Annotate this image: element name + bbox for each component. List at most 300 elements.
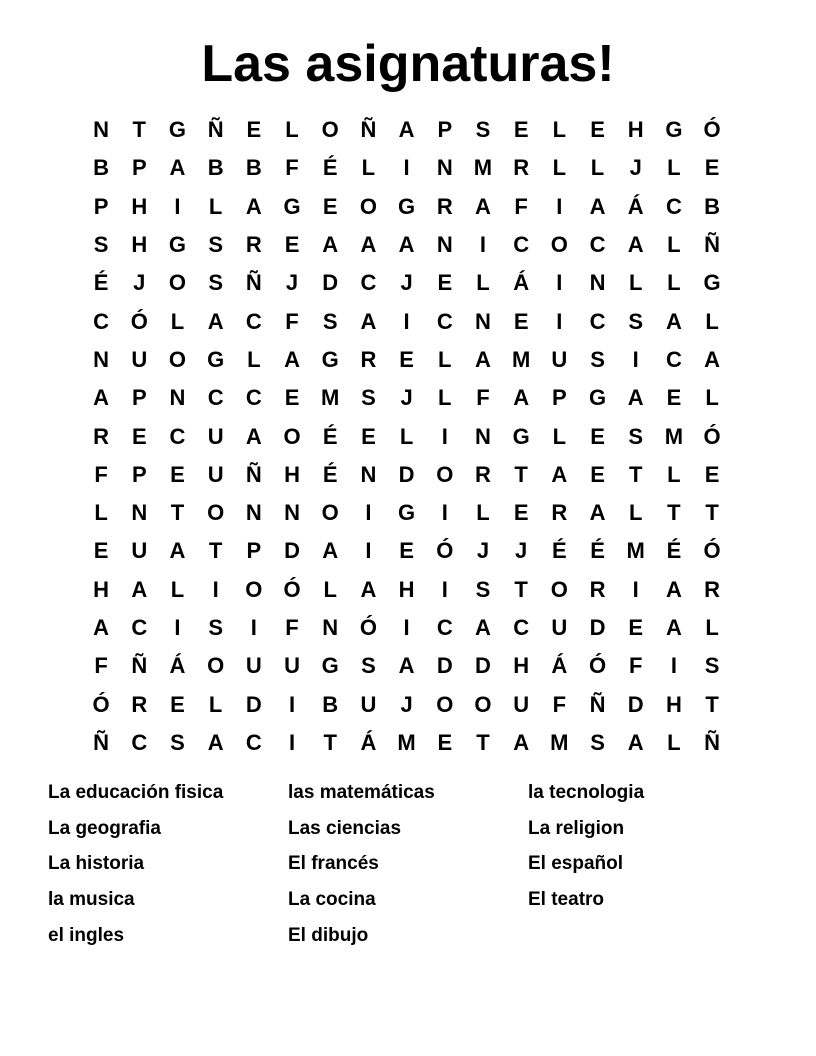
grid-letter: L xyxy=(552,423,567,449)
grid-row xyxy=(82,609,732,647)
grid-letter: R xyxy=(589,576,606,602)
grid-letter: L xyxy=(476,270,490,296)
grid-letter: E xyxy=(628,615,644,640)
grid-letter: O xyxy=(474,691,492,717)
grid-letter: I xyxy=(365,538,372,564)
grid-letter: T xyxy=(208,538,223,564)
grid-letter: P xyxy=(131,385,147,411)
grid-letter: A xyxy=(665,615,682,640)
grid-letter: R xyxy=(131,691,148,717)
grid-letter: E xyxy=(322,193,338,219)
grid-letter: I xyxy=(441,423,448,449)
grid-letter: S xyxy=(590,346,605,372)
grid-row xyxy=(82,456,732,494)
grid-letter: A xyxy=(627,232,644,258)
grid-letter: S xyxy=(475,117,491,143)
grid-letter: P xyxy=(246,538,262,564)
grid-letter: Á xyxy=(627,193,644,219)
grid-letter: A xyxy=(513,729,530,755)
grid-letter: S xyxy=(628,308,644,334)
grid-letter: L xyxy=(628,270,643,296)
grid-letter: U xyxy=(131,538,148,564)
grid-letter: A xyxy=(627,729,644,755)
grid-letter: O xyxy=(168,270,187,296)
grid-letter: A xyxy=(207,729,224,755)
grid-letter: G xyxy=(321,346,339,372)
grid-letter: J xyxy=(629,155,642,181)
grid-letter: N xyxy=(475,423,491,449)
grid-letter: I xyxy=(288,691,296,717)
word-item: la tecnologia xyxy=(528,782,645,803)
grid-letter: C xyxy=(436,308,453,334)
grid-letter: L xyxy=(590,155,605,181)
grid-letter: Ó xyxy=(283,576,301,602)
grid-letter: D xyxy=(436,653,453,679)
grid-letter: E xyxy=(284,232,300,258)
grid-letter: L xyxy=(399,423,414,449)
grid-letter: L xyxy=(628,500,643,526)
grid-letter: G xyxy=(168,117,187,143)
grid-letter: B xyxy=(93,155,110,181)
grid-letter: E xyxy=(666,385,682,411)
grid-letter: I xyxy=(670,653,677,679)
grid-letter: R xyxy=(513,155,530,181)
grid-letter: P xyxy=(552,385,567,411)
grid-letter: F xyxy=(285,155,299,181)
grid-letter: I xyxy=(632,576,639,602)
grid-letter: Ñ xyxy=(704,232,721,258)
word-item: La geografia xyxy=(48,817,161,839)
word-item: Las ciencias xyxy=(288,817,402,839)
grid-row xyxy=(82,379,732,417)
grid-letter: L xyxy=(170,576,185,602)
grid-letter: M xyxy=(473,155,493,181)
grid-letter: H xyxy=(284,461,300,487)
word-column xyxy=(48,777,288,955)
grid-letter: E xyxy=(131,423,147,449)
grid-letter: I xyxy=(556,270,563,296)
grid-letter: O xyxy=(436,691,454,717)
grid-letter: S xyxy=(208,615,223,640)
grid-letter: M xyxy=(664,423,684,449)
grid-letter: C xyxy=(436,615,453,640)
grid-letter: L xyxy=(552,155,567,181)
grid-letter: E xyxy=(704,461,720,487)
grid-letter: N xyxy=(436,155,453,181)
grid-letter: U xyxy=(207,461,224,487)
grid-letter: O xyxy=(550,576,568,602)
grid-letter: N xyxy=(360,461,377,487)
grid-letter: A xyxy=(475,615,491,640)
grid-letter: F xyxy=(285,615,299,640)
grid-row xyxy=(82,111,732,149)
word-item: las matemáticas xyxy=(288,782,435,803)
grid-letter: C xyxy=(513,615,530,640)
grid-letter: N xyxy=(284,500,300,526)
grid-letter: S xyxy=(361,385,376,411)
page-title: Las asignaturas! xyxy=(201,35,615,93)
grid-letter: M xyxy=(321,385,340,411)
grid-row xyxy=(82,226,732,264)
grid-letter: B xyxy=(704,193,721,219)
grid-letter: E xyxy=(437,270,453,296)
grid-letter: S xyxy=(628,423,644,449)
grid-letter: N xyxy=(475,308,491,334)
grid-letter: S xyxy=(590,729,605,755)
grid-row xyxy=(82,302,732,340)
grid-letter: N xyxy=(436,232,453,258)
grid-row xyxy=(82,264,732,302)
grid-row xyxy=(82,494,732,532)
grid-letter: I xyxy=(556,308,563,334)
grid-letter: L xyxy=(705,308,719,334)
grid-letter: J xyxy=(400,270,413,296)
word-item: El dibujo xyxy=(288,924,369,946)
grid-letter: E xyxy=(513,308,529,334)
grid-letter: U xyxy=(360,691,377,717)
grid-letter: O xyxy=(168,346,187,372)
grid-letter: B xyxy=(322,691,339,717)
grid-letter: I xyxy=(174,615,181,640)
grid-letter: L xyxy=(705,615,719,640)
grid-letter: Ñ xyxy=(245,270,262,296)
grid-letter: A xyxy=(589,500,606,526)
grid-letter: A xyxy=(284,346,300,372)
grid-letter: Ó xyxy=(436,538,454,564)
grid-letter: E xyxy=(399,346,414,372)
grid-letter: E xyxy=(170,461,185,487)
grid-letter: L xyxy=(476,500,490,526)
grid-letter: A xyxy=(551,461,568,487)
grid-letter: S xyxy=(208,232,223,258)
grid-letter: S xyxy=(93,232,109,258)
grid-letter: E xyxy=(399,538,414,564)
grid-letter: N xyxy=(93,117,110,143)
grid-letter: M xyxy=(626,538,645,564)
grid-letter: L xyxy=(667,232,681,258)
grid-letter: E xyxy=(284,385,300,411)
grid-letter: I xyxy=(365,500,372,526)
grid-letter: A xyxy=(704,346,721,372)
grid-letter: E xyxy=(590,461,605,487)
grid-letter: É xyxy=(322,461,338,487)
grid-letter: M xyxy=(397,729,416,755)
grid-letter: E xyxy=(170,691,185,717)
grid-letter: A xyxy=(398,653,415,679)
grid-letter: H xyxy=(627,117,644,143)
grid-letter: U xyxy=(551,346,568,372)
grid-letter: T xyxy=(705,691,719,717)
grid-letter: J xyxy=(515,538,528,564)
grid-letter: L xyxy=(285,117,299,143)
grid-letter: A xyxy=(398,232,415,258)
grid-letter: F xyxy=(514,193,528,219)
grid-letter: O xyxy=(550,232,568,258)
grid-letter: L xyxy=(170,308,185,334)
grid-letter: Ñ xyxy=(245,461,262,487)
grid-letter: L xyxy=(208,193,223,219)
grid-letter: T xyxy=(705,500,719,526)
grid-letter: T xyxy=(132,117,146,143)
grid-letter: E xyxy=(93,538,109,564)
grid-letter: É xyxy=(666,538,682,564)
grid-letter: H xyxy=(513,653,530,679)
grid-letter: Ó xyxy=(703,117,721,143)
grid-letter: Á xyxy=(513,270,530,296)
grid-letter: D xyxy=(398,461,415,487)
grid-letter: I xyxy=(441,576,448,602)
grid-letter: G xyxy=(512,423,530,449)
grid-letter: F xyxy=(94,653,108,679)
grid-letter: L xyxy=(667,155,681,181)
grid-letter: S xyxy=(322,308,338,334)
grid-letter: É xyxy=(322,155,338,181)
grid-letter: I xyxy=(403,155,410,181)
grid-row xyxy=(82,532,732,570)
grid-letter: F xyxy=(552,691,567,717)
grid-letter: T xyxy=(323,729,337,755)
grid-letter: E xyxy=(704,155,720,181)
grid-letter: O xyxy=(245,576,263,602)
grid-letter: F xyxy=(285,308,299,334)
grid-letter: L xyxy=(552,117,567,143)
grid-letter: S xyxy=(475,576,491,602)
grid-letter: R xyxy=(704,576,721,602)
grid-row xyxy=(82,571,732,609)
grid-letter: L xyxy=(667,729,681,755)
grid-letter: G xyxy=(207,346,225,372)
grid-letter: I xyxy=(250,615,257,640)
grid-letter: A xyxy=(169,155,186,181)
grid-row xyxy=(82,188,732,226)
word-column xyxy=(528,777,768,955)
grid-letter: O xyxy=(321,117,339,143)
grid-letter: F xyxy=(476,385,490,411)
grid-letter: Ñ xyxy=(589,691,606,717)
word-item: El español xyxy=(528,853,624,875)
grid-letter: A xyxy=(627,385,644,411)
grid-letter: C xyxy=(589,232,606,258)
grid-letter: J xyxy=(400,691,413,717)
grid-letter: M xyxy=(550,729,569,755)
grid-letter: S xyxy=(704,653,720,679)
grid-letter: P xyxy=(131,155,147,181)
grid-letter: R xyxy=(93,423,110,449)
grid-letter: É xyxy=(552,538,567,564)
grid-letter: A xyxy=(398,117,415,143)
grid-letter: C xyxy=(245,385,262,411)
grid-letter: U xyxy=(131,346,148,372)
grid-letter: A xyxy=(207,308,224,334)
grid-letter: J xyxy=(133,270,146,296)
grid-letter: Ñ xyxy=(207,117,224,143)
grid-letter: L xyxy=(94,500,108,526)
grid-letter: R xyxy=(245,232,262,258)
grid-letter: T xyxy=(628,461,643,487)
grid-letter: E xyxy=(437,729,453,755)
grid-letter: N xyxy=(322,615,339,640)
grid-letter: R xyxy=(551,500,568,526)
grid-letter: É xyxy=(590,538,605,564)
grid-row xyxy=(82,149,732,187)
grid-letter: C xyxy=(665,346,682,372)
grid-letter: I xyxy=(556,193,563,219)
grid-letter: O xyxy=(207,653,225,679)
grid-letter: C xyxy=(513,232,530,258)
grid-letter: L xyxy=(438,346,452,372)
grid-letter: Ó xyxy=(130,308,148,334)
grid-letter: A xyxy=(589,193,606,219)
grid-letter: O xyxy=(436,461,454,487)
grid-letter: C xyxy=(131,615,148,640)
grid-letter: A xyxy=(665,576,682,602)
grid-letter: P xyxy=(437,117,453,143)
grid-letter: Á xyxy=(169,653,186,679)
grid-letter: U xyxy=(284,653,300,679)
grid-letter: N xyxy=(169,385,186,411)
grid-letter: Ó xyxy=(703,423,721,449)
grid-letter: A xyxy=(245,193,262,219)
grid-letter: A xyxy=(93,615,110,640)
grid-letter: G xyxy=(398,193,416,219)
grid-letter: S xyxy=(208,270,223,296)
grid-letter: É xyxy=(322,423,338,449)
grid-letter: É xyxy=(93,270,109,296)
word-item: La religion xyxy=(528,817,625,839)
grid-letter: A xyxy=(475,346,491,372)
grid-letter: T xyxy=(170,500,185,526)
grid-letter: L xyxy=(247,346,261,372)
grid-letter: D xyxy=(322,270,339,296)
grid-letter: R xyxy=(475,461,491,487)
grid-row xyxy=(82,724,732,762)
grid-letter: I xyxy=(403,308,410,334)
grid-letter: G xyxy=(398,500,416,526)
grid-letter: A xyxy=(513,385,530,411)
grid-letter: A xyxy=(475,193,491,219)
grid-letter: T xyxy=(514,461,528,487)
grid-letter: D xyxy=(589,615,606,640)
grid-letter: Ñ xyxy=(704,729,721,755)
grid-letter: H xyxy=(93,576,110,602)
grid-letter: L xyxy=(361,155,376,181)
grid-letter: A xyxy=(322,232,339,258)
grid-letter: O xyxy=(283,423,301,449)
grid-letter: C xyxy=(589,308,606,334)
grid-letter: S xyxy=(361,653,376,679)
grid-letter: A xyxy=(360,576,377,602)
grid-letter: I xyxy=(288,729,296,755)
grid-letter: E xyxy=(361,423,376,449)
grid-letter: N xyxy=(131,500,148,526)
grid-letter: A xyxy=(360,232,377,258)
word-item: El teatro xyxy=(528,889,605,911)
grid-row xyxy=(82,417,732,455)
grid-letter: L xyxy=(438,385,452,411)
grid-letter: A xyxy=(93,385,110,411)
grid-letter: A xyxy=(360,308,377,334)
grid-letter: E xyxy=(590,423,605,449)
grid-letter: H xyxy=(131,193,148,219)
grid-letter: G xyxy=(283,193,301,219)
grid-letter: A xyxy=(131,576,148,602)
grid-letter: L xyxy=(667,270,681,296)
word-item: La cocina xyxy=(288,889,376,911)
grid-letter: M xyxy=(511,346,531,372)
grid-letter: L xyxy=(208,691,223,717)
grid-letter: R xyxy=(436,193,453,219)
grid-letter: O xyxy=(359,193,377,219)
grid-letter: C xyxy=(245,308,262,334)
grid-letter: Ó xyxy=(92,691,110,717)
word-item: la musica xyxy=(48,889,135,911)
grid-letter: O xyxy=(321,500,339,526)
grid-letter: G xyxy=(168,232,187,258)
grid-letter: A xyxy=(665,308,682,334)
word-column xyxy=(288,777,528,955)
grid-letter: F xyxy=(628,653,643,679)
grid-letter: N xyxy=(93,346,110,372)
grid-letter: U xyxy=(513,691,530,717)
grid-row xyxy=(82,685,732,723)
grid-letter: F xyxy=(94,461,108,487)
grid-letter: J xyxy=(285,270,299,296)
grid-row xyxy=(82,647,732,685)
grid-letter: O xyxy=(207,500,225,526)
grid-letter: D xyxy=(245,691,262,717)
grid-letter: H xyxy=(131,232,148,258)
grid-letter: I xyxy=(479,232,487,258)
grid-letter: L xyxy=(667,461,681,487)
grid-letter: D xyxy=(475,653,491,679)
grid-letter: Ñ xyxy=(93,729,110,755)
grid-letter: T xyxy=(476,729,490,755)
grid-letter: T xyxy=(667,500,681,526)
grid-letter: U xyxy=(207,423,224,449)
grid-letter: C xyxy=(665,193,682,219)
grid-letter: C xyxy=(169,423,186,449)
grid-letter: C xyxy=(93,308,110,334)
grid-letter: C xyxy=(360,270,377,296)
grid-letter: H xyxy=(398,576,415,602)
grid-letter: Ñ xyxy=(131,653,148,679)
grid-row xyxy=(82,341,732,379)
letter-grid xyxy=(82,111,732,762)
grid-letter: E xyxy=(590,117,605,143)
grid-letter: C xyxy=(245,729,262,755)
grid-letter: G xyxy=(321,653,339,679)
grid-letter: E xyxy=(513,117,529,143)
grid-letter: N xyxy=(589,270,606,296)
grid-letter: I xyxy=(632,346,639,372)
grid-letter: G xyxy=(703,270,721,296)
grid-letter: D xyxy=(284,538,300,564)
grid-letter: P xyxy=(131,461,147,487)
grid-letter: Ó xyxy=(359,615,377,640)
grid-letter: Ó xyxy=(703,538,721,564)
grid-letter: R xyxy=(360,346,377,372)
grid-letter: L xyxy=(705,385,719,411)
grid-letter: Á xyxy=(360,729,377,755)
grid-letter: E xyxy=(513,500,529,526)
grid-letter: I xyxy=(403,615,410,640)
grid-letter: B xyxy=(245,155,262,181)
grid-letter: J xyxy=(400,385,413,411)
grid-letter: G xyxy=(588,385,607,411)
word-list xyxy=(48,777,788,955)
grid-letter: A xyxy=(169,538,186,564)
grid-letter: P xyxy=(93,193,109,219)
